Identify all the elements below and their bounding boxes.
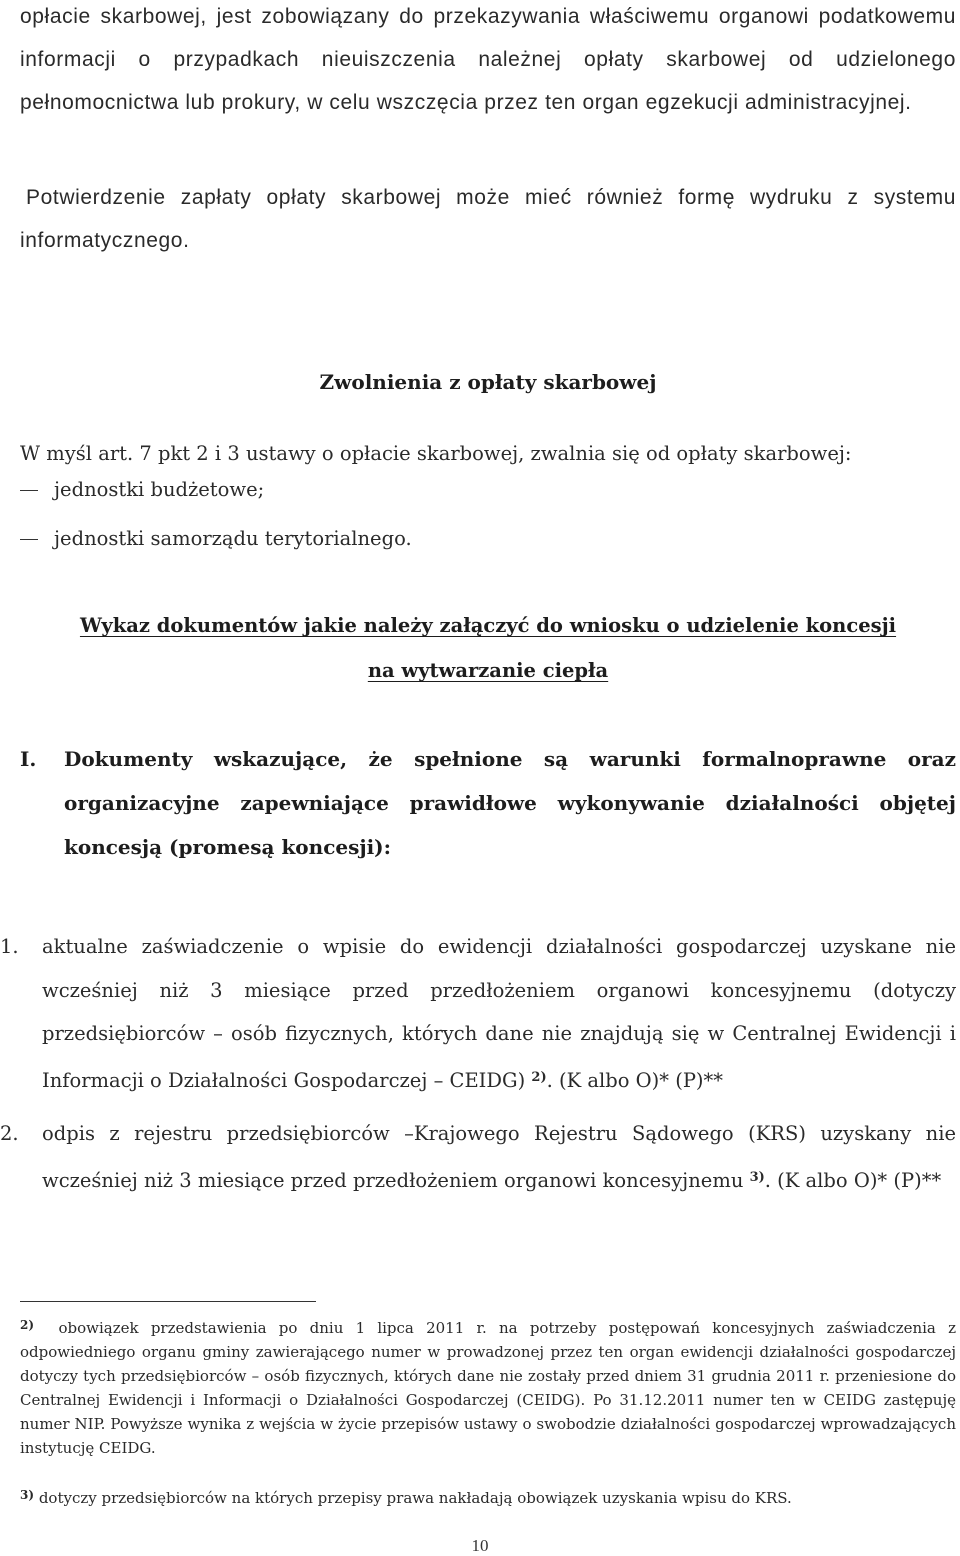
list-item-2: [0, 1112, 956, 1202]
page-number: [0, 1536, 960, 1556]
section-1: [20, 737, 956, 869]
intro-paragraph-2-text: Potwierdzenie zapłaty opłaty skarbowej może mieć również formę wydruku z systemu informatycznego.: [20, 186, 956, 252]
document-list-title-2-text: na wytwarzanie ciepła: [367, 659, 609, 682]
footnote-3: [20, 1483, 956, 1510]
exemption-item-1-text: jednostki budżetowe;: [54, 478, 265, 501]
list-item-2-body: [42, 1112, 956, 1202]
section-1-text: Dokumenty wskazujące, że spełnione są warunki formalnoprawne oraz organizacyjne zapewniające prawidłowe wykonywanie działalności objętej koncesją (promesą koncesji):: [64, 747, 956, 859]
dash-bullet-icon: [20, 490, 38, 491]
list-item-1: [0, 925, 956, 1102]
exemptions-lead-text: W myśl art. 7 pkt 2 i 3 ustawy o opłacie skarbowej, zwalnia się od opłaty skarbowej:: [20, 442, 852, 465]
list-item-1-body: [42, 925, 956, 1102]
footnote-ref-3: 3): [749, 1169, 765, 1185]
footnote-3-text: dotyczy przedsiębiorców na których przepisy prawa nakładają obowiązek uzyskania wpisu do KRS.: [38, 1489, 792, 1507]
list-item-1-tail: . (K albo O)* (P)**: [546, 1068, 724, 1092]
section-1-number: I.: [20, 747, 37, 771]
list-item-1-text: aktualne zaświadczenie o wpisie do ewidencji działalności gospodarczej uzyskane nie wcześniej niż 3 miesiące przed przedłożeniem organowi koncesyjnemu (dotyczy przedsiębiorców – osób fizycznych, których dane nie znajdują się w Centralnej Ewidencji i Informacji o Działalności Gospodarczej – CEIDG): [42, 935, 956, 1092]
footnote-ref-2: 2): [531, 1069, 547, 1085]
document-list-title-1-text: Wykaz dokumentów jakie należy załączyć do wniosku o udzielenie koncesji: [79, 614, 897, 637]
exemptions-heading-text: Zwolnienia z opłaty skarbowej: [319, 370, 657, 394]
footnote-2-text: obowiązek przedstawienia po dniu 1 lipca 2011 r. na potrzeby postępowań koncesyjnych zaświadczenia z odpowiedniego organu gminy zawierającego numer w prowadzonej przez ten organ ewidencji działalności gospodarczej dotyczy tych przedsiębiorców – osób fizycznych, których dane nie zostały przed dniem 31 grudnia 2011 r. przeniesione do Centralnej Ewidencji i Informacji o Działalności Gospodarczej (CEIDG). Po 31.12.2011 numer ten w CEIDG zastępuję numer NIP. Powyższe wynika z wejścia w życie przepisów ustawy o swobodzie działalności gospodarczej wprowadzających instytucję CEIDG.: [20, 1319, 956, 1457]
list-item-2-number: 2.: [0, 1122, 19, 1145]
dash-bullet-icon: [20, 539, 38, 540]
exemption-item-2: [20, 527, 412, 550]
exemptions-lead: [20, 432, 956, 475]
footnote-separator: [20, 1301, 316, 1302]
list-item-2-text: odpis z rejestru przedsiębiorców –Krajowego Rejestru Sądowego (KRS) uzyskany nie wcześniej niż 3 miesiące przed przedłożeniem organowi koncesyjnemu: [42, 1122, 956, 1192]
exemptions-heading: [0, 370, 960, 394]
document-list-title-line-2: [0, 659, 960, 682]
footnote-3-mark: 3): [20, 1488, 35, 1502]
footnote-2-mark: 2): [20, 1318, 35, 1332]
intro-paragraph-1-text: opłacie skarbowej, jest zobowiązany do przekazywania właściwemu organowi podatkowemu informacji o przypadkach nieuiszczenia należnej opłaty skarbowej od udzielonego pełnomocnictwa lub prokury, w celu wszczęcia przez ten organ egzekucji administracyjnej.: [20, 5, 956, 114]
intro-paragraph-1: [20, 0, 956, 124]
page-number-text: 10: [471, 1536, 489, 1555]
intro-paragraph-2: [20, 176, 956, 262]
footnote-2: [20, 1313, 956, 1460]
exemption-item-2-text: jednostki samorządu terytorialnego.: [54, 527, 412, 550]
document-list-title-line-1: [0, 614, 960, 637]
list-item-1-number: 1.: [0, 935, 19, 958]
list-item-2-tail: . (K albo O)* (P)**: [764, 1168, 942, 1192]
exemption-item-1: [20, 478, 264, 501]
